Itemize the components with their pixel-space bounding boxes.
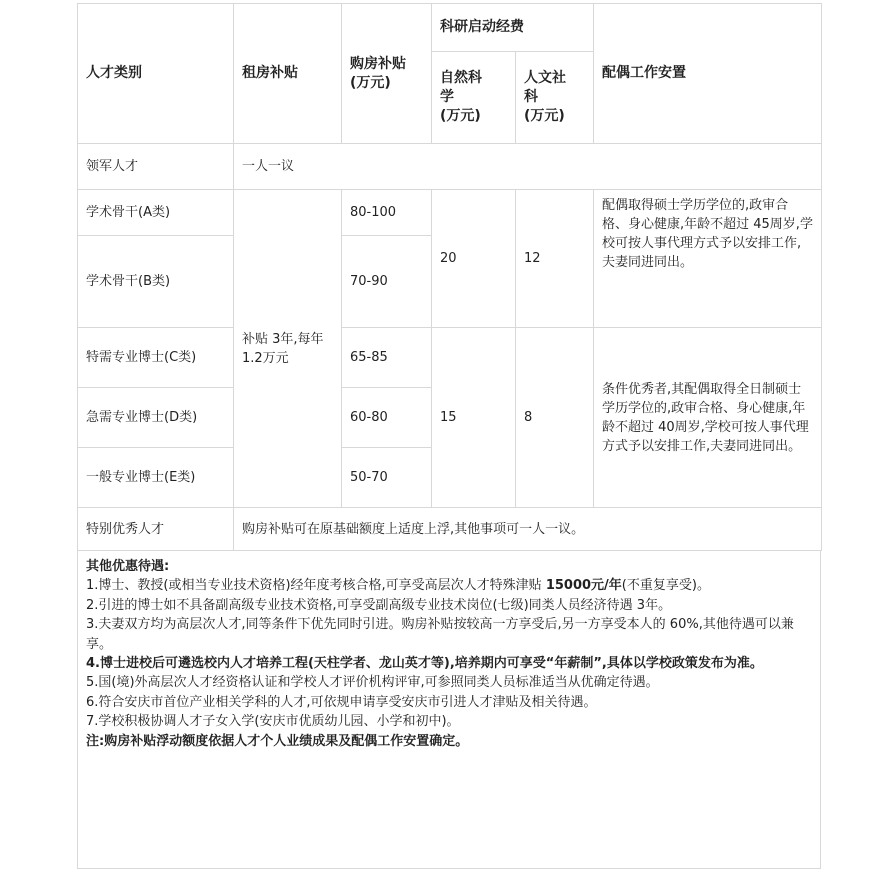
notes-item-1: 1.博士、教授(或相当专业技术资格)经年度考核合格,可享受高层次人才特殊津贴 15000元/年(不重复享受)。 xyxy=(86,578,710,594)
header-category: 人才类别 xyxy=(78,4,234,144)
header-rent-subsidy: 租房补贴 xyxy=(234,4,342,144)
notes-item-3: 3.夫妻双方均为高层次人才,同等条件下优先同时引进。购房补贴按较高一方享受后,另一方享受本人的 60%,其他待遇可以兼享。 xyxy=(86,617,794,652)
row-a-house: 80-100 xyxy=(342,190,432,236)
header-humanities: 人文社 科 (万元) xyxy=(516,52,594,144)
row-a-category: 学术骨干(A类) xyxy=(78,190,234,236)
row-leading-policy: 一人一议 xyxy=(234,144,822,190)
talent-policy-document xyxy=(77,3,821,869)
talent-policy-table xyxy=(77,3,822,551)
row-b-category: 学术骨干(B类) xyxy=(78,236,234,328)
row-c-house: 65-85 xyxy=(342,328,432,388)
notes-item-2: 2.引进的博士如不具备副高级专业技术资格,可享受副高级专业技术岗位(七级)同类人员经济待遇 3年。 xyxy=(86,597,672,613)
notes-title: 其他优惠待遇: xyxy=(86,559,170,574)
notes-remark: 注:购房补贴浮动额度依据人才个人业绩成果及配偶工作安置确定。 xyxy=(86,733,469,749)
row-c-category: 特需专业博士(C类) xyxy=(78,328,234,388)
row-d-house: 60-80 xyxy=(342,388,432,448)
group-ab-humanities: 12 xyxy=(516,190,594,328)
row-special-category: 特别优秀人才 xyxy=(78,508,234,551)
header-natural-science: 自然科 学 (万元) xyxy=(432,52,516,144)
group-cde-humanities: 8 xyxy=(516,328,594,508)
row-b-house: 70-90 xyxy=(342,236,432,328)
group-ab-natural: 20 xyxy=(432,190,516,328)
header-spouse-placement: 配偶工作安置 xyxy=(594,4,822,144)
row-special-policy: 购房补贴可在原基础额度上适度上浮,其他事项可一人一议。 xyxy=(234,508,822,551)
row-leading-category: 领军人才 xyxy=(78,144,234,190)
notes-item-4: 4.博士进校后可遴选校内人才培养工程(天柱学者、龙山英才等),培养期内可享受“年薪制”,具体以学校政策发布为准。 xyxy=(86,656,763,672)
header-house-subsidy: 购房补贴 (万元) xyxy=(342,4,432,144)
group-cde-spouse: 条件优秀者,其配偶取得全日制硕士学历学位的,政审合格、身心健康,年龄不超过 40周岁,学校可按人事代理方式予以安排工作,夫妻同进同出。 xyxy=(594,328,822,508)
notes-item-6: 6.符合安庆市首位产业相关学科的人才,可依规申请享受安庆市引进人才津贴及相关待遇。 xyxy=(86,694,597,710)
group-ab-spouse: 配偶取得硕士学历学位的,政审合格、身心健康,年龄不超过 45周岁,学校可按人事代理方式予以安排工作,夫妻同进同出。 xyxy=(594,190,822,328)
notes-item-5: 5.国(境)外高层次人才经资格认证和学校人才评价机构评审,可参照同类人员标准适当从优确定待遇。 xyxy=(86,675,659,691)
rent-subsidy-cell: 补贴 3年,每年 1.2万元 xyxy=(234,190,342,508)
row-e-category: 一般专业博士(E类) xyxy=(78,448,234,508)
other-benefits-notes xyxy=(77,550,821,869)
notes-item-7: 7.学校积极协调人才子女入学(安庆市优质幼儿园、小学和初中)。 xyxy=(86,714,460,730)
row-d-category: 急需专业博士(D类) xyxy=(78,388,234,448)
header-research-funding: 科研启动经费 xyxy=(432,4,594,52)
row-e-house: 50-70 xyxy=(342,448,432,508)
group-cde-natural: 15 xyxy=(432,328,516,508)
